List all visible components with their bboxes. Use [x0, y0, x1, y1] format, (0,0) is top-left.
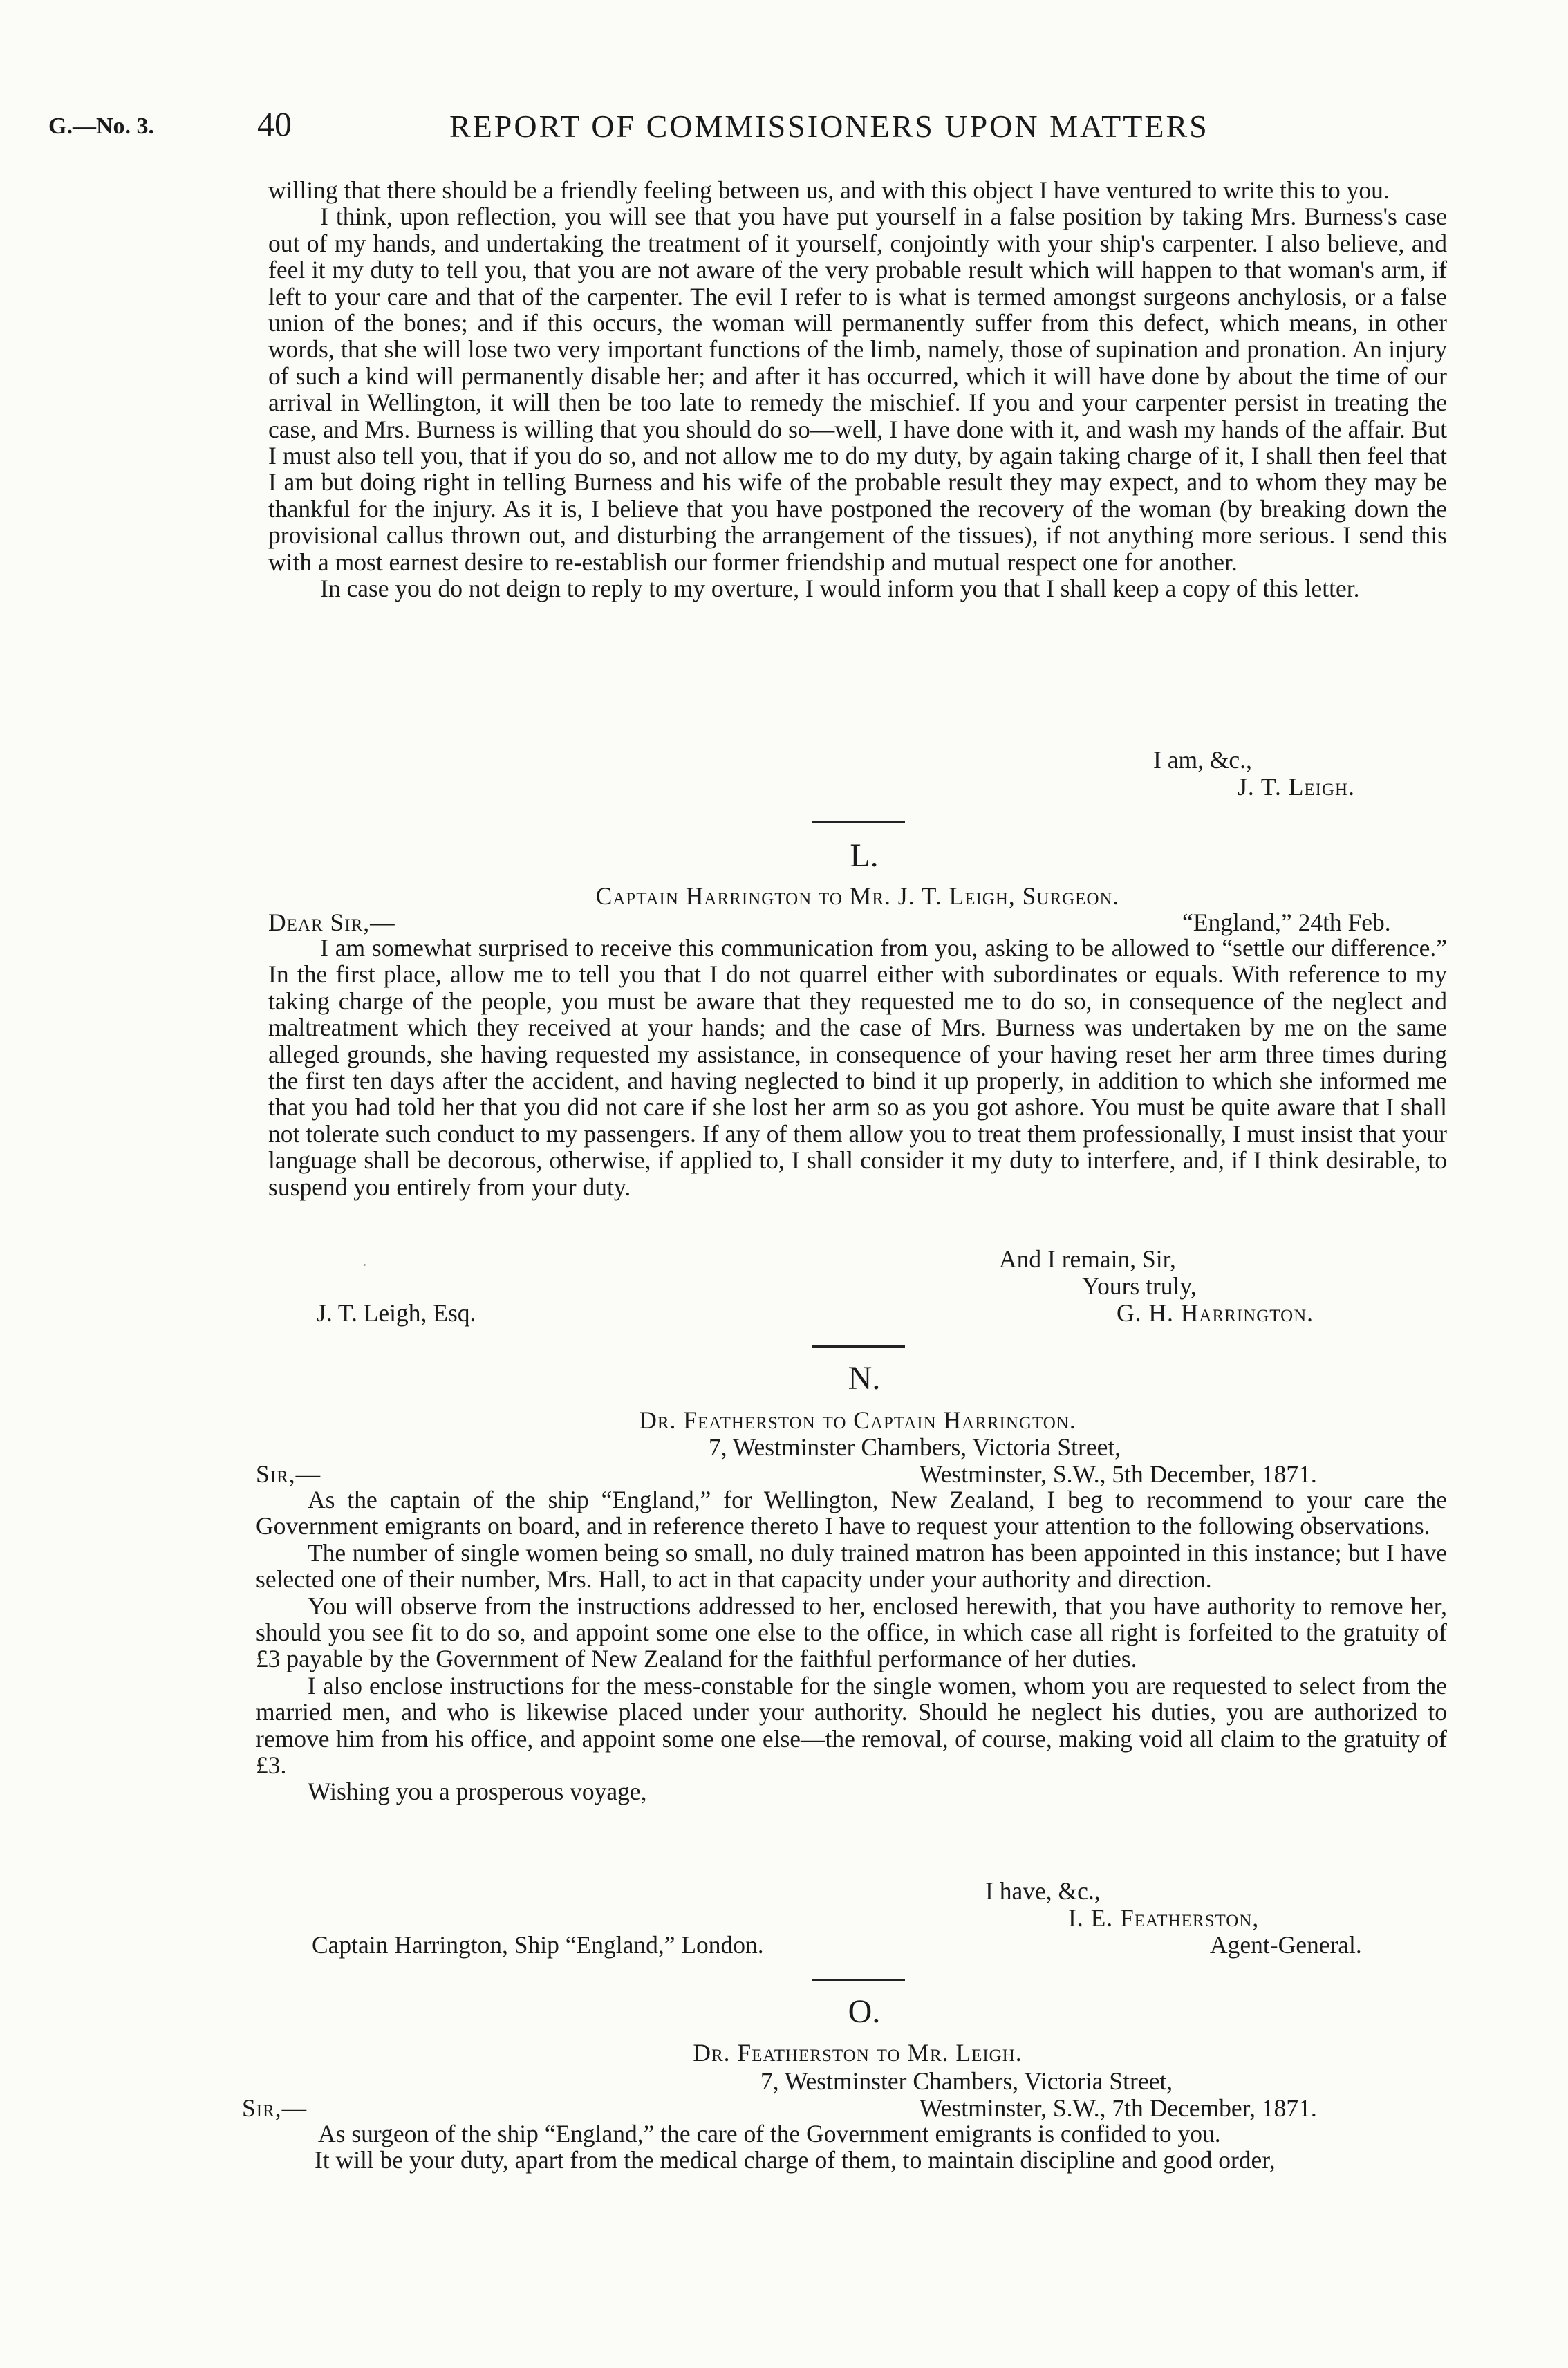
section-divider [812, 1979, 905, 1981]
letter-o-address-1: 7, Westminster Chambers, Victoria Street, [760, 2067, 1173, 2095]
paragraph: It will be your duty, apart from the medical charge of them, to maintain discipline and good order, [315, 2146, 1276, 2174]
paragraph: As the captain of the ship “England,” for Wellington, New Zealand, I beg to recommend to your care the Government emigrants on board, and in reference thereto I have to request your attention to the following observations. [256, 1486, 1447, 1540]
paragraph: Wishing you a prosperous voyage, [308, 1778, 647, 1806]
page-number: 40 [257, 104, 292, 143]
letter-l-body [268, 935, 1447, 1200]
letter-l-closing-1: And I remain, Sir, [999, 1245, 1176, 1273]
print-speck: · [362, 1255, 368, 1275]
letter-o-heading: Dr. Featherston to Mr. Leigh. [693, 2039, 1023, 2067]
section-divider [812, 821, 905, 823]
letter-n-address-2: Westminster, S.W., 5th December, 1871. [920, 1460, 1317, 1488]
letter-o-address-2: Westminster, S.W., 7th December, 1871. [920, 2094, 1317, 2122]
letter-n-addressee: Captain Harrington, Ship “England,” London. [312, 1931, 764, 1959]
letter-l-salutation: Dear Sir,— [268, 908, 395, 936]
letter-l-dateline: “England,” 24th Feb. [1182, 908, 1391, 936]
letter-n-address-1: 7, Westminster Chambers, Victoria Street, [709, 1433, 1121, 1461]
letter-l-signature: G. H. Harrington. [1117, 1299, 1314, 1327]
paragraph: I think, upon reflection, you will see that you have put yourself in a false position by taking Mrs. Burness's case out of my hands, and undertaking the treatment of it yourself, conjointly with your ship's carpenter. I also believe, and feel it my duty to tell you, that you are not aware of the very probable result which will happen to that woman's arm, if left to your care and that of the carpenter. The evil I refer to is what is termed amongst surgeons anchylosis, or a false union of the bones; and if this occurs, the woman will permanently suffer from this defect, which means, in other words, that she will lose two very important functions of the limb, namely, those of supination and pronation. An injury of such a kind will permanently disable her; and after it has occurred, which it will have done by about the time of our arrival in Wellington, it will then be too late to remedy the mischief. If you and your carpenter persist in treating the case, and Mrs. Burness is willing that you should do so—well, I have done with it, and wash my hands of the affair. But I must also tell you, that if you do so, and not allow me to do my duty, by again taking charge of it, I shall then feel that I am but doing right in telling Burness and his wife of the probable result they may expect, and to whom they may be thankful for the injury. As it is, I believe that you have postponed the recovery of the woman (by breaking down the provisional callus thrown out, and disturbing the arrangement of the tissues), if not anything more serious. I send this with a most earnest desire to re-establish our former friendship and mutual respect one for another. [268, 203, 1447, 576]
letter-o-salutation: Sir,— [242, 2094, 308, 2122]
letter-n-signature-title: Agent-General. [1210, 1931, 1362, 1959]
letter-l-addressee: J. T. Leigh, Esq. [317, 1299, 476, 1327]
paragraph: You will observe from the instructions addressed to her, enclosed herewith, that you have authority to remove her, should you see fit to do so, and appoint some one else to the office, in which case all right is forfeited to the gratuity of £3 payable by the Government of New Zealand for the faithful performance of her duties. [256, 1592, 1447, 1673]
letter-k-signature: J. T. Leigh. [1238, 773, 1355, 801]
section-letter-l: L. [850, 837, 879, 874]
letter-n-salutation: Sir,— [256, 1460, 321, 1488]
letter-n-closing: I have, &c., [985, 1877, 1101, 1905]
running-title: REPORT OF COMMISSIONERS UPON MATTERS [449, 109, 1209, 144]
paragraph: As surgeon of the ship “England,” the care of the Government emigrants is confided to you. [318, 2120, 1221, 2147]
section-divider [812, 1345, 905, 1348]
letter-o-body [242, 2120, 1447, 2174]
paragraph: I also enclose instructions for the mess-constable for the single women, whom you are requested to select from the married men, and who is likewise placed under your authority. Should he neglect his duties, you are authorized to remove him from his office, and appoint some one else—the removal, of course, making void all claim to the gratuity of £3. [256, 1671, 1447, 1780]
paragraph: willing that there should be a friendly feeling between us, and with this object I have ventured to write this to you. [268, 176, 1390, 204]
running-header [0, 104, 1568, 152]
letter-l-heading: Captain Harrington to Mr. J. T. Leigh, Surgeon. [595, 882, 1120, 910]
section-letter-o: O. [848, 1993, 881, 2030]
paragraph: I am somewhat surprised to receive this communication from you, asking to be allowed to “settle our difference.” In the first place, allow me to tell you that I do not quarrel either with subordinates or equals. With reference to my taking charge of the people, you must be aware that they requested me to do so, in consequence of the neglect and maltreatment which they received at your hands; and the case of Mrs. Burness was undertaken by me on the same alleged grounds, she having requested my assistance, in consequence of your having reset her arm three times during the first ten days after the accident, and having neglected to bind it up properly, in addition to which she informed me that you had told her that you did not care if she lost her arm so as you got ashore. You must be quite aware that I shall not tolerate such conduct to my passengers. If any of them allow you to treat them professionally, I must insist that your language shall be decorous, otherwise, if applied to, I shall consider it my duty to interfere, and, if I think desirable, to suspend you entirely from your duty. [268, 934, 1447, 1201]
letter-n-body [256, 1486, 1447, 1805]
paper-reference: G.—No. 3. [48, 113, 154, 139]
letter-n-heading: Dr. Featherston to Captain Harrington. [639, 1406, 1076, 1434]
letter-n-signature: I. E. Featherston, [1068, 1904, 1260, 1932]
section-letter-n: N. [848, 1360, 881, 1397]
letter-l-closing-2: Yours truly, [1082, 1272, 1197, 1300]
paragraph: In case you do not deign to reply to my overture, I would inform you that I shall keep a copy of this letter. [320, 575, 1360, 603]
paragraph: The number of single women being so small, no duly trained matron has been appointed in this instance; but I have selected one of their number, Mrs. Hall, to act in that capacity under your authority and direction. [256, 1538, 1447, 1594]
letter-k-closing: I am, &c., [1153, 746, 1252, 774]
letter-k-body [268, 177, 1447, 602]
